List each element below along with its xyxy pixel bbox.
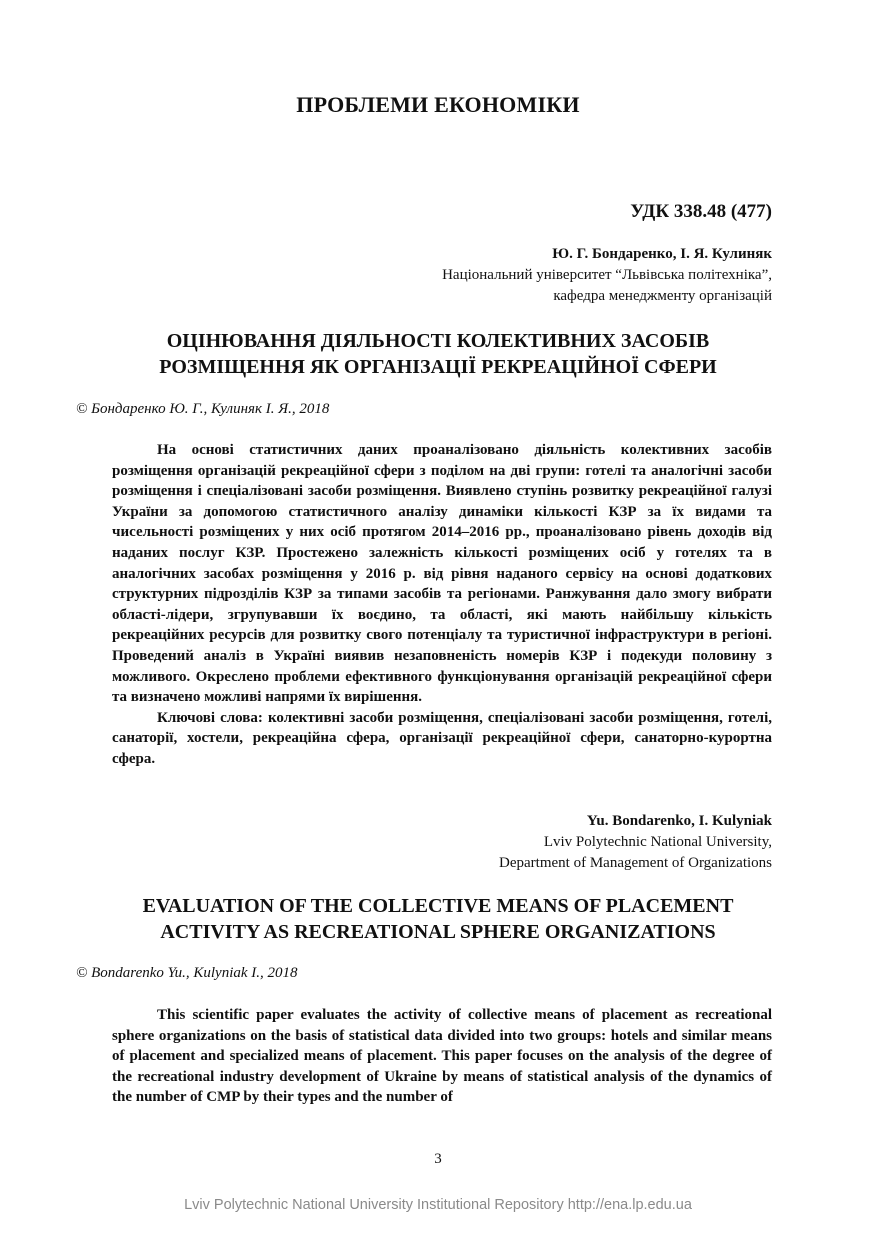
en-author-block xyxy=(499,811,772,874)
en-title xyxy=(0,893,876,945)
repository-footer xyxy=(0,1197,876,1213)
ua-author-block xyxy=(442,244,772,307)
en-title-line-2: ACTIVITY AS RECREATIONAL SPHERE ORGANIZATIONS xyxy=(160,921,716,943)
en-copyright: © Bondarenko Yu., Kulyniak I., 2018 xyxy=(76,965,298,981)
page-number: 3 xyxy=(434,1151,442,1167)
en-abstract: This scientific paper evaluates the activity of collective means of placement as recreational sphere organizations on the basis of statistical data divided into two groups: hotels and similar means of placement and specialized means of placement. This paper focuses on the analysis of the degree of the recreational industry development of Ukraine by means of statistical analysis of the dynamics of the number of CMP by their types and the number of xyxy=(112,1007,772,1106)
repository-link[interactable]: http://ena.lp.edu.ua xyxy=(567,1197,692,1213)
en-affiliation-department: Department of Management of Organizations xyxy=(499,855,772,871)
section-heading: ПРОБЛЕМИ ЕКОНОМІКИ xyxy=(296,92,580,117)
ua-abstract-block xyxy=(112,440,772,770)
repository-text: Lviv Polytechnic National University Institutional Repository xyxy=(184,1197,564,1213)
ua-title-line-1: ОЦІНЮВАННЯ ДІЯЛЬНОСТІ КОЛЕКТИВНИХ ЗАСОБІВ xyxy=(166,330,710,352)
ua-affiliation-university: Національний університет “Львівська політехніка”, xyxy=(442,267,772,283)
ua-affiliation-department: кафедра менеджменту організацій xyxy=(553,288,772,304)
ua-keywords: Ключові слова: колективні засоби розміщення, спеціалізовані засоби розміщення, готелі, санаторії, хостели, рекреаційна сфера, організації рекреаційної сфери, санаторно-курортна сфера. xyxy=(112,709,772,767)
en-affiliation-university: Lviv Polytechnic National University, xyxy=(543,834,772,850)
udc-code: УДК 338.48 (477) xyxy=(630,201,772,222)
en-authors: Yu. Bondarenko, I. Kulyniak xyxy=(586,813,772,829)
ua-abstract: На основі статистичних даних проаналізовано діяльність колективних засобів розміщення організацій рекреаційної сфери з поділом на дві групи: готелі та аналогічні засоби розміщення і спеціалізовані засоби розміщення. Виявлено ступінь розвитку рекреаційної галузі України за допомогою статистичного аналізу динаміки кількості КЗР за їх видами та чисельності розміщених у них осіб протягом 2014–2016 рр., проаналізовано рівень доходів від наданих послуг КЗР. Простежено залежність кількості розміщених осіб у готелях та в аналогічних засобах розміщення у 2016 р. від рівня наданого сервісу на основі додаткових структурних підрозділів КЗР за типами засобів та регіонами. Ранжування дало змогу вибрати області-лідери, згрупувавши їх воєдино, та області, які мають найбільшу кількість рекреаційних ресурсів для розвитку свого потенціалу та туристичної інфраструктури в регіоні. Проведений аналіз в Україні виявив незаповненість номерів КЗР і подекуди половину з можливого. Окреслено проблеми ефективного функціонування організацій рекреаційної сфери та визначено можливі напрями їх вирішення. xyxy=(112,442,772,706)
ua-copyright: © Бондаренко Ю. Г., Кулиняк І. Я., 2018 xyxy=(76,401,330,417)
en-title-line-1: EVALUATION OF THE COLLECTIVE MEANS OF PLACEMENT xyxy=(142,895,734,917)
en-abstract-block xyxy=(112,1005,772,1108)
ua-title-line-2: РОЗМІЩЕННЯ ЯК ОРГАНІЗАЦІЇ РЕКРЕАЦІЙНОЇ СФЕРИ xyxy=(159,356,717,378)
ua-title xyxy=(0,328,876,380)
ua-authors: Ю. Г. Бондаренко, І. Я. Кулиняк xyxy=(552,246,772,262)
